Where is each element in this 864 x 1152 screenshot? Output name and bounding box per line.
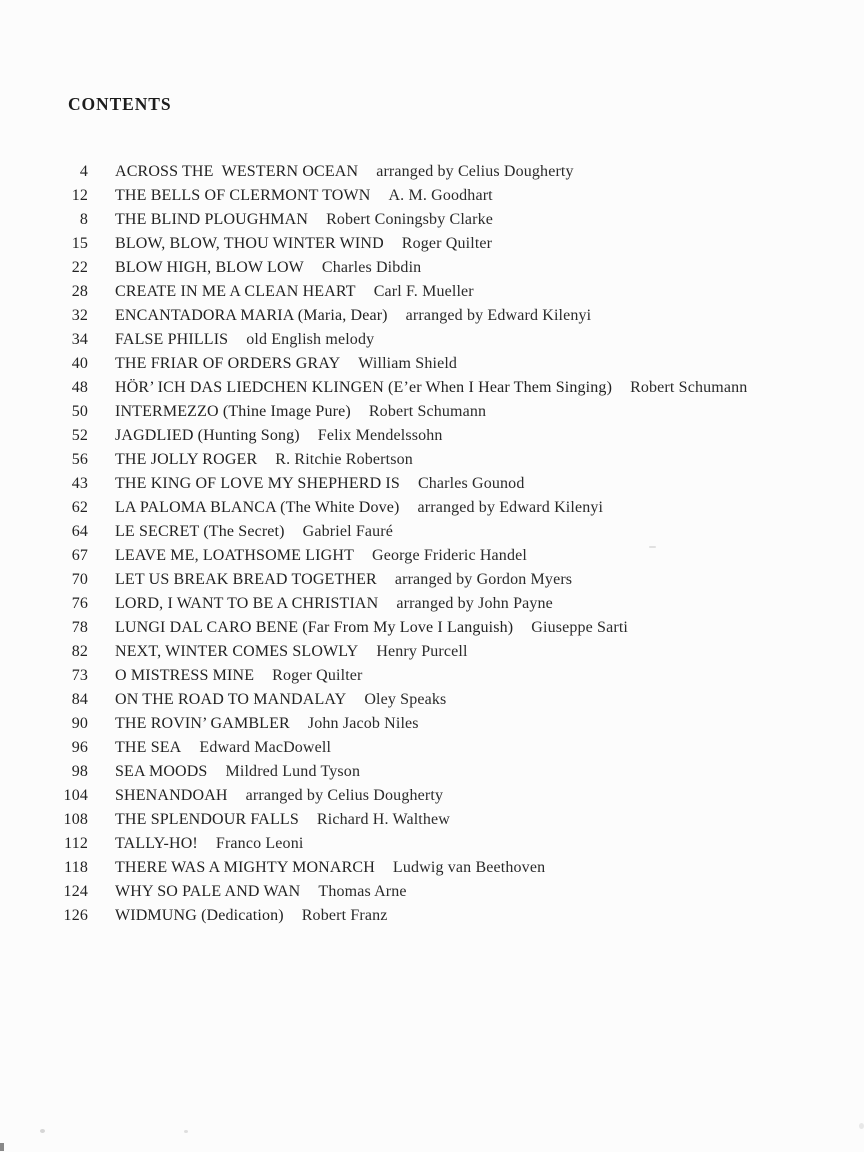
toc-row — [48, 736, 838, 760]
toc-page-number: 96 — [71, 739, 88, 756]
toc-title: INTERMEZZO (Thine Image Pure) — [115, 403, 351, 420]
toc-title: WHY SO PALE AND WAN — [115, 883, 301, 900]
toc-row — [48, 280, 838, 304]
toc-page-number: 70 — [71, 571, 88, 588]
toc-title: THE BELLS OF CLERMONT TOWN — [115, 187, 371, 204]
toc-row — [48, 592, 838, 616]
toc-credit: Roger Quilter — [401, 235, 493, 252]
toc-credit: John Jacob Niles — [307, 715, 419, 732]
toc-page-number: 50 — [71, 403, 88, 420]
toc-title: THE BLIND PLOUGHMAN — [115, 211, 309, 228]
toc-title: THERE WAS A MIGHTY MONARCH — [115, 859, 375, 876]
toc-title: LA PALOMA BLANCA (The White Dove) — [115, 499, 400, 516]
toc-page-number: 78 — [71, 619, 88, 636]
toc-row — [48, 904, 838, 928]
toc-title: O MISTRESS MINE — [115, 667, 255, 684]
toc-title: WIDMUNG (Dedication) — [115, 907, 284, 924]
toc-page-number: 73 — [71, 667, 88, 684]
toc-row — [48, 544, 838, 568]
toc-page-number: 4 — [79, 163, 88, 180]
toc-page-number: 56 — [71, 451, 88, 468]
toc-credit: arranged by Celius Dougherty — [376, 163, 574, 180]
toc-page-number: 64 — [71, 523, 88, 540]
toc-row — [48, 304, 838, 328]
scan-speck — [40, 1129, 45, 1133]
toc-title: THE JOLLY ROGER — [115, 451, 258, 468]
scan-speck — [184, 1130, 188, 1133]
toc-row — [48, 160, 838, 184]
toc-credit: Giuseppe Sarti — [531, 619, 629, 636]
toc-page-number: 8 — [79, 211, 88, 228]
toc-title: ON THE ROAD TO MANDALAY — [115, 691, 347, 708]
scan-speck — [859, 1123, 864, 1129]
toc-page-number: 98 — [71, 763, 88, 780]
toc-page-number: 76 — [71, 595, 88, 612]
toc-row — [48, 616, 838, 640]
toc-row — [48, 352, 838, 376]
toc-page-number: 124 — [63, 883, 88, 900]
toc-credit: George Frideric Handel — [372, 547, 527, 564]
toc-title: THE ROVIN’ GAMBLER — [115, 715, 290, 732]
toc-credit: Carl F. Mueller — [373, 283, 474, 300]
toc-title: HÖR’ ICH DAS LIEDCHEN KLINGEN (E’er When I Hear Them Singing) — [115, 379, 613, 396]
toc-title: SEA MOODS — [115, 763, 208, 780]
toc-page-number: 34 — [71, 331, 88, 348]
toc-credit: Franco Leoni — [215, 835, 304, 852]
toc-page-number: 112 — [64, 835, 88, 852]
toc-page-number: 82 — [71, 643, 88, 660]
toc-list — [48, 160, 838, 928]
toc-credit: Charles Gounod — [417, 475, 525, 492]
toc-credit: Felix Mendelssohn — [317, 427, 443, 444]
toc-page-number: 118 — [64, 859, 88, 876]
toc-credit: arranged by Edward Kilenyi — [417, 499, 604, 516]
toc-page-number: 12 — [71, 187, 88, 204]
toc-title: ACROSS THE WESTERN OCEAN — [115, 163, 359, 180]
toc-row — [48, 640, 838, 664]
toc-credit: Robert Schumann — [368, 403, 487, 420]
toc-row — [48, 208, 838, 232]
toc-title: THE SPLENDOUR FALLS — [115, 811, 299, 828]
toc-row — [48, 784, 838, 808]
toc-page-number: 67 — [71, 547, 88, 564]
toc-page-number: 52 — [71, 427, 88, 444]
toc-credit: Edward MacDowell — [199, 739, 332, 756]
toc-page-number: 28 — [71, 283, 88, 300]
scan-speck — [649, 546, 656, 548]
toc-page-number: 22 — [71, 259, 88, 276]
toc-credit: Robert Schumann — [630, 379, 748, 396]
toc-title: LET US BREAK BREAD TOGETHER — [115, 571, 377, 588]
toc-title: THE SEA — [115, 739, 182, 756]
toc-title: THE KING OF LOVE MY SHEPHERD IS — [115, 475, 400, 492]
toc-title: LUNGI DAL CARO BENE (Far From My Love I Languish) — [115, 619, 514, 636]
scan-edge-mark — [0, 1143, 4, 1151]
toc-credit: Henry Purcell — [376, 643, 468, 660]
toc-title: BLOW HIGH, BLOW LOW — [115, 259, 304, 276]
toc-credit: Charles Dibdin — [321, 259, 422, 276]
toc-row — [48, 688, 838, 712]
toc-title: SHENANDOAH — [115, 787, 228, 804]
toc-row — [48, 184, 838, 208]
toc-row — [48, 808, 838, 832]
toc-page-number: 15 — [71, 235, 88, 252]
toc-row — [48, 856, 838, 880]
toc-row — [48, 496, 838, 520]
toc-page-number: 40 — [71, 355, 88, 372]
toc-page-number: 84 — [71, 691, 88, 708]
toc-title: THE FRIAR OF ORDERS GRAY — [115, 355, 341, 372]
toc-row — [48, 712, 838, 736]
toc-row — [48, 520, 838, 544]
toc-credit: Ludwig van Beethoven — [392, 859, 546, 876]
toc-row — [48, 880, 838, 904]
toc-row — [48, 400, 838, 424]
toc-credit: Mildred Lund Tyson — [225, 763, 361, 780]
toc-credit: Gabriel Fauré — [302, 523, 393, 540]
toc-title: BLOW, BLOW, THOU WINTER WIND — [115, 235, 384, 252]
toc-credit: William Shield — [358, 355, 458, 372]
toc-title: LE SECRET (The Secret) — [115, 523, 285, 540]
toc-page-number: 90 — [71, 715, 88, 732]
toc-credit: arranged by John Payne — [396, 595, 553, 612]
toc-title: NEXT, WINTER COMES SLOWLY — [115, 643, 359, 660]
toc-row — [48, 376, 838, 400]
toc-credit: arranged by Gordon Myers — [394, 571, 573, 588]
toc-title: FALSE PHILLIS — [115, 331, 229, 348]
toc-credit: Roger Quilter — [272, 667, 363, 684]
toc-row — [48, 232, 838, 256]
toc-title: ENCANTADORA MARIA (Maria, Dear) — [115, 307, 388, 324]
toc-row — [48, 424, 838, 448]
toc-row — [48, 568, 838, 592]
toc-credit: R. Ritchie Robertson — [275, 451, 413, 468]
toc-credit: Oley Speaks — [364, 691, 447, 708]
toc-row — [48, 832, 838, 856]
toc-title: CREATE IN ME A CLEAN HEART — [115, 283, 356, 300]
toc-row — [48, 664, 838, 688]
toc-credit: Thomas Arne — [318, 883, 407, 900]
toc-row — [48, 472, 838, 496]
page-title: CONTENTS — [68, 94, 172, 114]
toc-credit: Robert Franz — [301, 907, 388, 924]
toc-credit: arranged by Celius Dougherty — [245, 787, 444, 804]
toc-page-number: 108 — [63, 811, 88, 828]
toc-page-number: 104 — [63, 787, 88, 804]
toc-page-number: 32 — [71, 307, 88, 324]
toc-row — [48, 256, 838, 280]
toc-credit: Robert Coningsby Clarke — [326, 211, 494, 228]
toc-row — [48, 448, 838, 472]
toc-credit: arranged by Edward Kilenyi — [405, 307, 592, 324]
toc-page-number: 43 — [71, 475, 88, 492]
toc-credit: A. M. Goodhart — [388, 187, 493, 204]
toc-title: TALLY-HO! — [115, 835, 198, 852]
toc-page-number: 126 — [63, 907, 88, 924]
toc-credit: old English melody — [246, 331, 375, 348]
toc-row — [48, 328, 838, 352]
toc-title: JAGDLIED (Hunting Song) — [115, 427, 300, 444]
toc-row — [48, 760, 838, 784]
toc-page-number: 48 — [71, 379, 88, 396]
toc-page-number: 62 — [71, 499, 88, 516]
toc-credit: Richard H. Walthew — [316, 811, 450, 828]
toc-title: LORD, I WANT TO BE A CHRISTIAN — [115, 595, 379, 612]
toc-title: LEAVE ME, LOATHSOME LIGHT — [115, 547, 354, 564]
